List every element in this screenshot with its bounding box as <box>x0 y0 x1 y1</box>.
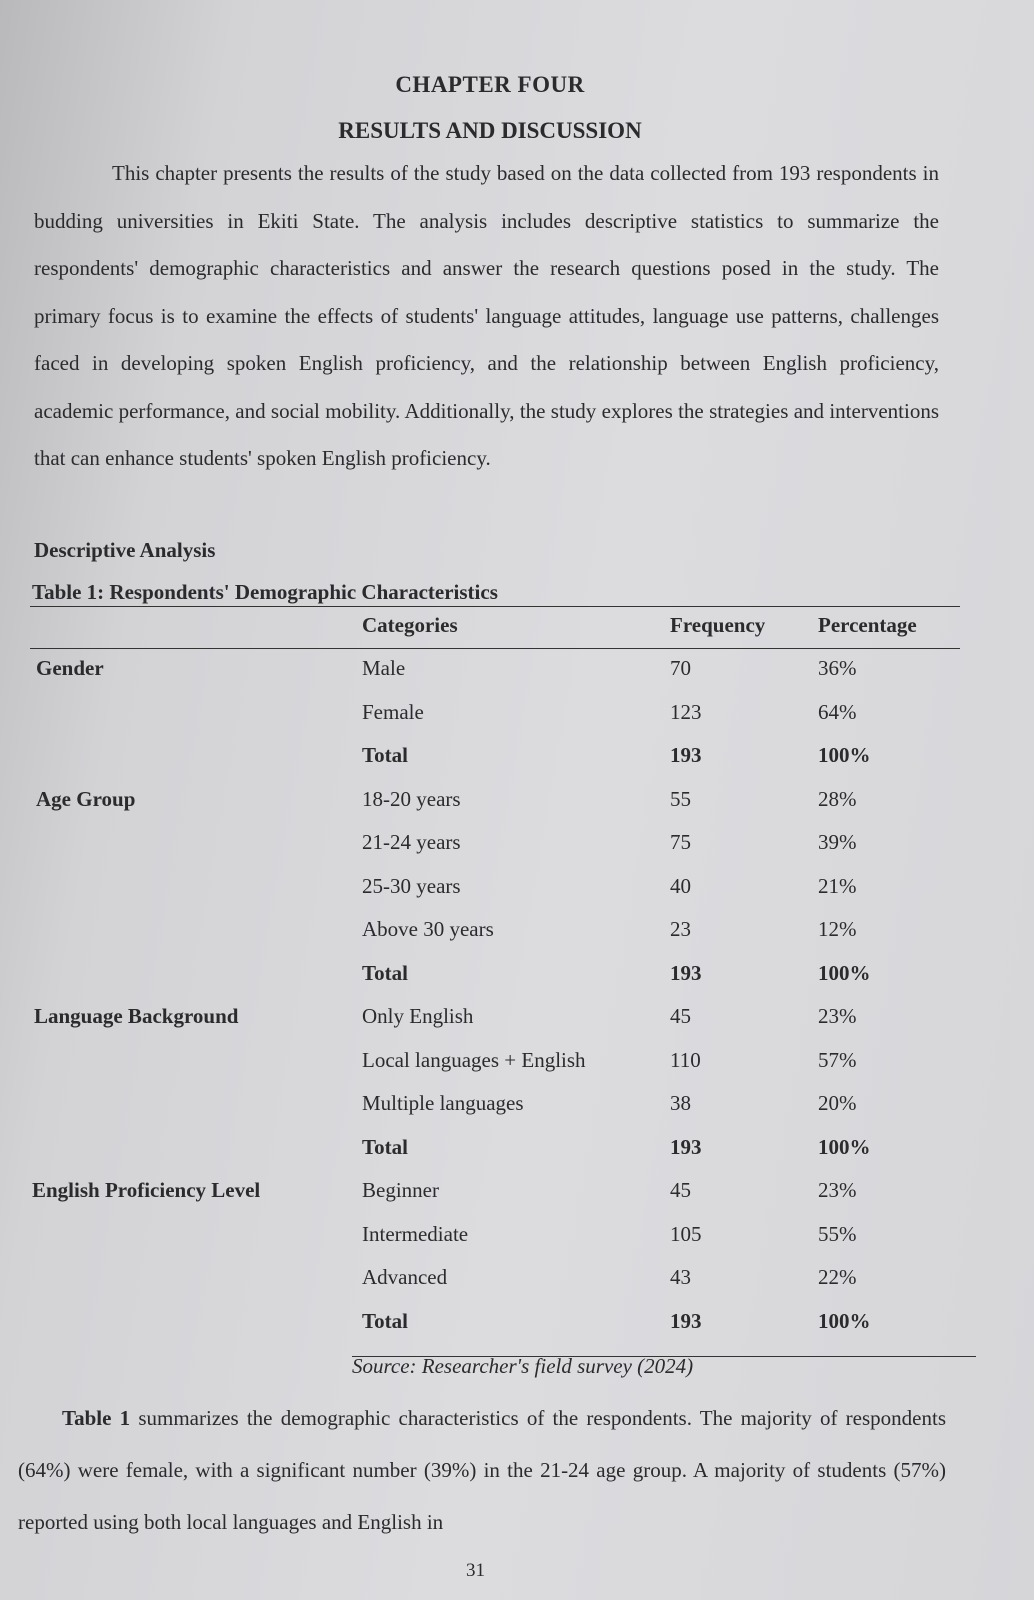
summary-text: summarizes the demographic characteristics of the respondents. The majority of respondents (64%) were female, with a significant number (39%) in the 21-24 age group. A majority of students (57%) reported using both local languages and English in <box>18 1406 946 1534</box>
percentage-cell: 39% <box>818 830 857 854</box>
total-frequency-cell: 193 <box>670 1134 702 1159</box>
frequency-cell: 55 <box>670 786 691 811</box>
frequency-cell: 45 <box>670 1004 691 1028</box>
table-source: Source: Researcher's field survey (2024) <box>352 1354 694 1378</box>
table-header-rule <box>30 648 960 649</box>
frequency-cell: 110 <box>670 1047 701 1072</box>
total-frequency-cell: 193 <box>670 1308 702 1333</box>
group-label: Gender <box>36 656 104 680</box>
frequency-cell: 70 <box>670 656 691 680</box>
total-frequency-cell: 193 <box>670 743 702 767</box>
frequency-cell: 105 <box>670 1221 702 1246</box>
percentage-cell: 55% <box>818 1221 857 1246</box>
group-label: Language Background <box>34 1004 239 1028</box>
frequency-cell: 75 <box>670 830 691 854</box>
group-label: Age Group <box>36 786 136 811</box>
category-cell: Advanced <box>362 1265 448 1289</box>
category-cell: Only English <box>362 1004 474 1028</box>
category-cell: Beginner <box>362 1178 439 1202</box>
total-category-cell: Total <box>362 960 408 985</box>
category-cell: 18-20 years <box>362 786 461 811</box>
frequency-cell: 38 <box>670 1091 691 1115</box>
total-percentage-cell: 100% <box>818 1308 871 1333</box>
frequency-cell: 23 <box>670 917 691 941</box>
category-cell: Above 30 years <box>362 917 494 941</box>
header-frequency: Frequency <box>670 613 766 637</box>
percentage-cell: 28% <box>818 786 857 811</box>
page-number: 31 <box>466 1560 485 1581</box>
table-caption: Table 1: Respondents' Demographic Characteristics <box>32 580 498 604</box>
total-percentage-cell: 100% <box>818 1134 871 1159</box>
summary-lead: Table 1 <box>62 1406 131 1430</box>
summary-paragraph <box>18 1392 946 1548</box>
category-cell: Female <box>362 699 424 724</box>
total-category-cell: Total <box>362 1308 408 1333</box>
percentage-cell: 20% <box>818 1091 857 1115</box>
total-frequency-cell: 193 <box>670 960 702 985</box>
percentage-cell: 23% <box>818 1178 857 1202</box>
category-cell: 21-24 years <box>362 830 461 854</box>
header-categories: Categories <box>362 613 458 637</box>
percentage-cell: 57% <box>818 1047 857 1072</box>
category-cell: 25-30 years <box>362 873 461 898</box>
category-cell: Male <box>362 656 406 680</box>
percentage-cell: 36% <box>818 656 857 680</box>
frequency-cell: 43 <box>670 1265 691 1289</box>
percentage-cell: 22% <box>818 1265 857 1289</box>
percentage-cell: 21% <box>818 873 857 898</box>
section-heading: Descriptive Analysis <box>34 538 216 562</box>
total-category-cell: Total <box>362 743 408 767</box>
header-percentage: Percentage <box>818 613 917 637</box>
table-top-rule <box>30 606 960 607</box>
chapter-heading: CHAPTER FOUR <box>395 72 585 97</box>
percentage-cell: 23% <box>818 1004 857 1028</box>
chapter-title: RESULTS AND DISCUSSION <box>338 118 642 143</box>
total-percentage-cell: 100% <box>818 743 871 767</box>
category-cell: Intermediate <box>362 1221 469 1246</box>
category-cell: Local languages + English <box>362 1047 586 1072</box>
frequency-cell: 45 <box>670 1178 691 1202</box>
percentage-cell: 12% <box>818 917 857 941</box>
total-percentage-cell: 100% <box>818 960 871 985</box>
group-label: English Proficiency Level <box>32 1178 261 1202</box>
total-category-cell: Total <box>362 1134 408 1159</box>
percentage-cell: 64% <box>818 699 857 724</box>
category-cell: Multiple languages <box>362 1091 524 1115</box>
frequency-cell: 123 <box>670 699 702 724</box>
intro-paragraph: This chapter presents the results of the study based on the data collected from 193 respondents in budding universities in Ekiti State. The analysis includes descriptive statistics to summarize the respondents' demographic characteristics and answer the research questions posed in the study. The primary focus is to examine the effects of students' language attitudes, language use patterns, challenges faced in developing spoken English proficiency, and the relationship between English proficiency, academic performance, and social mobility. Additionally, the study explores the strategies and interventions that can enhance students' spoken English proficiency. <box>34 161 939 470</box>
frequency-cell: 40 <box>670 873 691 898</box>
